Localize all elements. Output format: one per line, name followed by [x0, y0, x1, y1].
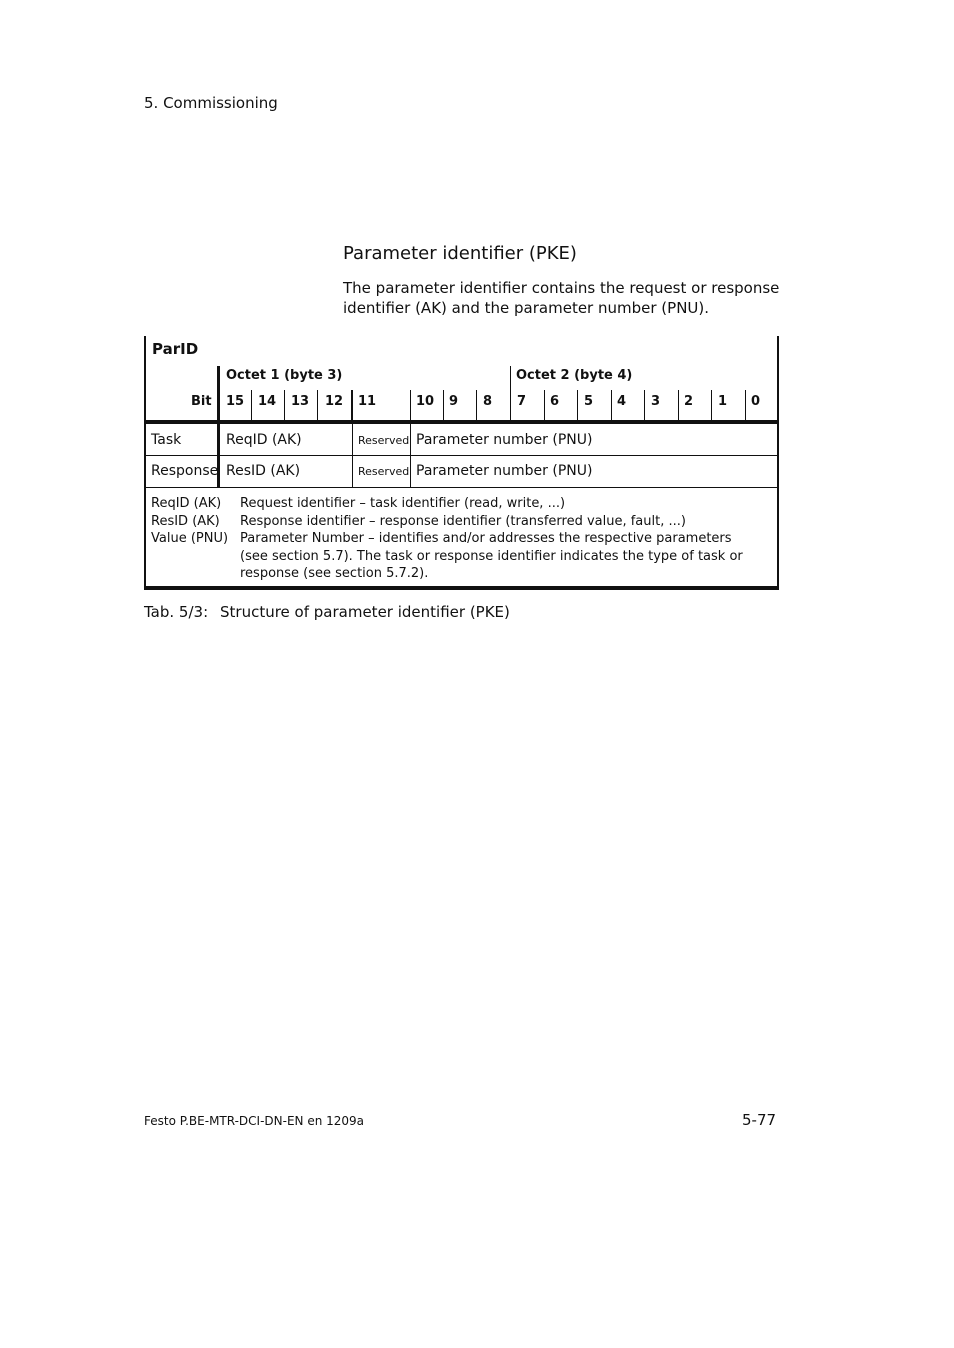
bit-number: 4: [617, 394, 627, 409]
table-bottom-rule: [144, 586, 779, 590]
bit-divider: [745, 390, 746, 420]
bit-number: 12: [325, 394, 344, 409]
reserved-left-divider: [352, 390, 353, 487]
footer-document-id: Festo P.BE-MTR-DCI-DN-EN en 1209a: [144, 1114, 365, 1128]
bit-number: 0: [751, 394, 761, 409]
intro-line: The parameter identifier contains the request or response: [343, 279, 780, 297]
table-caption: [144, 603, 510, 621]
row-label-task: Task: [151, 432, 182, 448]
bit-divider: [251, 390, 252, 420]
bit-divider: [577, 390, 578, 420]
bit-divider: [678, 390, 679, 420]
reserved-cell: Reserved: [358, 434, 410, 447]
bit-number: 10: [416, 394, 435, 409]
request-id-cell: ReqID (AK): [226, 432, 302, 448]
bit-number: 13: [291, 394, 310, 409]
bit-number: 8: [483, 394, 493, 409]
legend-line: Response identifier – response identifier (transferred value, fault, ...): [240, 513, 686, 529]
bit-divider: [476, 390, 477, 420]
bit-number: 14: [258, 394, 277, 409]
bit-number: 2: [684, 394, 694, 409]
reserved-cell: Reserved: [358, 465, 410, 478]
legend-terms: [151, 495, 228, 548]
intro-line: identifier (AK) and the parameter number (PNU).: [343, 299, 710, 317]
octet1-header: Octet 1 (byte 3): [226, 368, 343, 383]
legend-line: Request identifier – task identifier (read, write, ...): [240, 496, 566, 511]
legend-line: Parameter Number – identifies and/or addresses the respective parameters: [240, 531, 732, 546]
table-header-rule: [144, 420, 779, 424]
bit-divider: [711, 390, 712, 420]
table-row-rule: [144, 487, 779, 488]
bit-number: 3: [651, 394, 661, 409]
bit-divider: [644, 390, 645, 420]
reserved-right-divider: [410, 390, 411, 487]
bit-label: Bit: [191, 394, 212, 409]
octet-divider: [510, 366, 511, 420]
table-title: ParID: [152, 340, 199, 358]
chapter-heading: 5. Commissioning: [144, 94, 278, 112]
bit-number: 7: [517, 394, 527, 409]
legend-term: ResID (AK): [151, 513, 220, 529]
bit-number: 1: [718, 394, 728, 409]
table-right-border: [777, 336, 779, 590]
parameter-number-cell: Parameter number (PNU): [416, 432, 593, 448]
bit-divider: [611, 390, 612, 420]
parid-table: [144, 336, 780, 592]
legend-term: ReqID (AK): [151, 496, 222, 511]
legend-descriptions: [240, 495, 743, 583]
bit-divider: [443, 390, 444, 420]
intro-paragraph: [343, 278, 780, 318]
table-row-rule: [144, 455, 779, 456]
legend-line: (see section 5.7). The task or response identifier indicates the type of task or: [240, 548, 743, 564]
bit-number: 11: [358, 394, 377, 409]
response-id-cell: ResID (AK): [226, 463, 301, 479]
caption-label: Tab. 5/3:: [144, 603, 209, 621]
section-title: Parameter identifier (PKE): [343, 243, 577, 264]
parameter-number-cell: Parameter number (PNU): [416, 463, 593, 479]
bit-divider: [317, 390, 318, 420]
bit-number: 6: [550, 394, 560, 409]
bit-divider: [544, 390, 545, 420]
legend-term: Value (PNU): [151, 531, 229, 546]
legend-line: response (see section 5.7.2).: [240, 566, 429, 581]
octet2-header: Octet 2 (byte 4): [516, 368, 633, 383]
bit-number: 9: [449, 394, 459, 409]
bit-divider: [284, 390, 285, 420]
table-left-border: [144, 336, 146, 590]
caption-text: Structure of parameter identifier (PKE): [220, 603, 510, 621]
page-number: 5-77: [742, 1111, 777, 1129]
bit-number: 5: [584, 394, 594, 409]
row-label-response: Response: [151, 463, 219, 479]
bit-number: 15: [226, 394, 245, 409]
